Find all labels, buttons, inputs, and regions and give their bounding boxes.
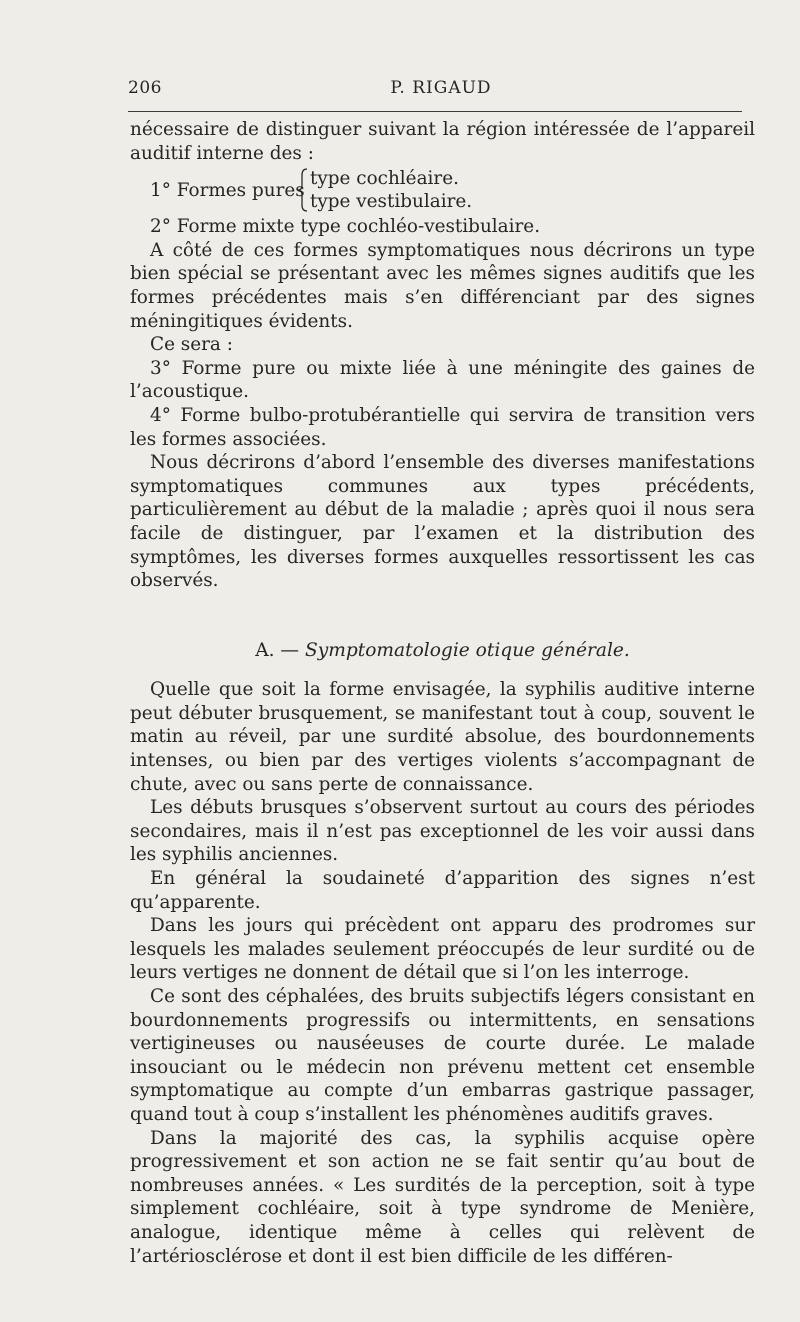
- paragraph-third-form: 3° Forme pure ou mixte liée à une méningite des gaines de l’acoustique.: [130, 357, 755, 403]
- pure-forms-label: 1° Formes pures: [150, 180, 305, 202]
- body-text: [130, 118, 755, 1268]
- paragraph-apparent-suddenness: En général la soudaineté d’apparition des signes n’est qu’apparente.: [130, 868, 755, 913]
- running-head: P. RIGAUD: [390, 78, 492, 98]
- section-letter: A. —: [255, 639, 300, 661]
- pure-forms-list: [130, 167, 755, 215]
- paragraph-mixed-form: 2° Forme mixte type cochléo-vestibulaire.: [150, 216, 541, 238]
- paragraph-prodromes: Dans les jours qui précèdent ont apparu des prodromes sur lesquels les malades seulement préoccupés de leur surdité ou de leurs vertiges ne donnent de détail que si l’on les interroge.: [130, 915, 755, 984]
- header-rule: [128, 111, 742, 112]
- paragraph-headaches: Ce sont des céphalées, des bruits subjectifs légers consistant en bourdonnements progressifs ou intermittents, en sensations vertigineuses ou nauséeuses de courte durée. Le malade insouciant ou le médecin non prévenu mettent cet ensemble symptomatique au compte d’un embarras gastrique passager, quand tout à coup s’installent les phénomènes auditifs graves.: [130, 986, 755, 1125]
- paragraph-majority-cases: Dans la majorité des cas, la syphilis acquise opère progressivement et son action ne se fait sentir qu’au bout de nombreuses années. « Les surdités de la perception, soit à type simplement cochléaire, soit à type syndrome de Menière, analogue, identique même à celles qui relèvent de l’artériosclérose et dont il est bien difficile de les différen-: [130, 1127, 755, 1267]
- curly-brace-icon: [297, 167, 309, 213]
- form-item-cochlear: type cochléaire.: [310, 168, 459, 190]
- paragraph-special-type: A côté de ces formes symptomatiques nous décrirons un type bien spécial se présentant avec les mêmes signes auditifs que les formes précédentes mais s’en différenciant par des signes méningitiques évidents.: [130, 239, 755, 332]
- intro-paragraph: nécessaire de distinguer suivant la région intéressée de l’appareil auditif interne des :: [130, 119, 755, 164]
- pure-forms-items: [310, 167, 472, 213]
- page-number: 206: [128, 78, 162, 98]
- paragraph-ce-sera: Ce sera :: [150, 334, 233, 356]
- form-item-vestibular: type vestibulaire.: [310, 191, 473, 213]
- paragraph-fourth-form: 4° Forme bulbo-protubérantielle qui servira de transition vers les formes associées.: [130, 404, 755, 450]
- paragraph-onset: Quelle que soit la forme envisagée, la syphilis auditive interne peut débuter brusquement, se manifestant tout à coup, souvent le matin au réveil, par une surdité absolue, des bourdonnements intenses, ou bien par des vertiges violents s’accompagnant de chute, avec ou sans perte de connaissance.: [130, 679, 755, 795]
- section-heading: [130, 639, 755, 663]
- paragraph-overview: Nous décrirons d’abord l’ensemble des diverses manifestations symptomatiques communes aux types précédents, particulièrement au début de la maladie ; après quoi il nous sera facile de distinguer, par l’examen et la distribution des symptômes, les diverses formes auxquelles ressortissent les cas observés.: [130, 452, 755, 592]
- page-header: [128, 74, 754, 102]
- paragraph-sudden-onset: Les débuts brusques s’observent surtout au cours des périodes secondaires, mais il n’est pas exceptionnel de les voir aussi dans les syphilis anciennes.: [130, 797, 755, 866]
- section-title-text: Symptomatologie otique générale.: [304, 639, 630, 661]
